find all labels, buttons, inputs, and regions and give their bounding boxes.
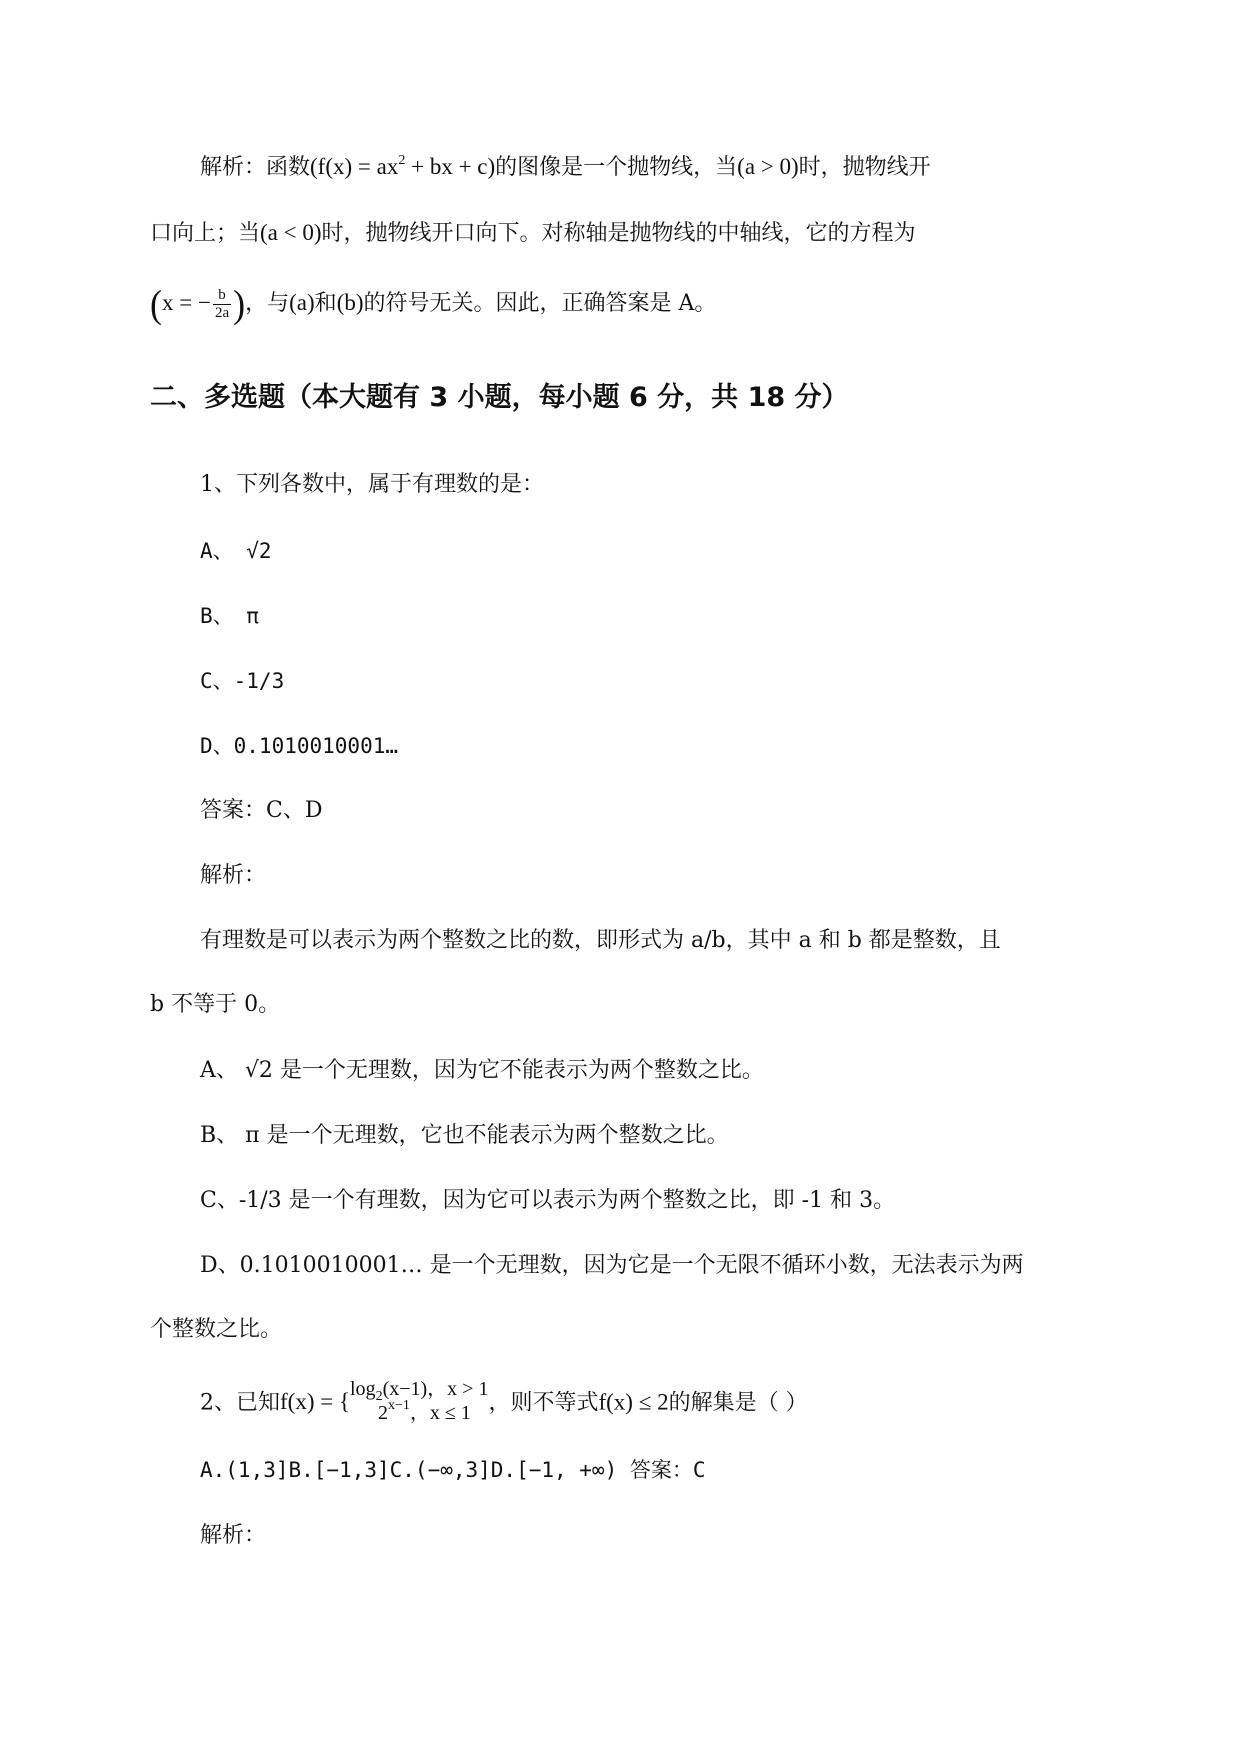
question-1-explanation-a: A、 √2 是一个无理数，因为它不能表示为两个整数之比。 bbox=[200, 1058, 764, 1083]
question-1-option-d: D、0.1010010001… bbox=[200, 734, 399, 758]
analysis-line-1: 解析：函数($f(x) = ax^2$ + bx + c)的图像是一个抛物线，当(a > 0)时，抛物线开 bbox=[200, 153, 931, 180]
question-2-analysis-label: 解析： bbox=[200, 1523, 267, 1548]
analysis-label-text: 解析：函数 bbox=[200, 155, 311, 180]
question-1-explanation-b: B、 π 是一个无理数，它也不能表示为两个整数之比。 bbox=[200, 1123, 729, 1148]
question-1-option-a: A、 √2 bbox=[200, 539, 272, 563]
condition-a-positive: (a > 0) bbox=[737, 154, 799, 179]
question-1-explanation-d-line-2: 个整数之比。 bbox=[150, 1317, 283, 1342]
piecewise-function: f(x) = { $\log_2(x-1)$，x > 1 $2^{x-1}$，x ≤ 1 bbox=[280, 1378, 489, 1424]
question-1-analysis-para-line-1: 有理数是可以表示为两个整数之比的数，即形式为 a/b，其中 a 和 b 都是整数，且 bbox=[200, 928, 1001, 953]
condition-a-negative: (a < 0) bbox=[260, 220, 322, 245]
question-1-stem: 1、下列各数中，属于有理数的是： bbox=[200, 472, 544, 497]
analysis-line-3: (x = − $\frac{b}{2a}$ )，与(a)和(b)的符号无关。因此，正确答案是 A。 bbox=[150, 281, 717, 326]
section-heading: 二、多选题（本大题有 3 小题，每小题 6 分，共 18 分） bbox=[150, 382, 849, 413]
question-2-stem: 2、已知f(x) = { $\log_2(x-1)$，x > 1 $2^{x-1}$，x ≤ 1 ，则不等式f(x) ≤ 2的解集是（ ） bbox=[200, 1378, 808, 1424]
question-1-analysis-para-line-2: b 不等于 0。 bbox=[150, 992, 281, 1017]
inequality: f(x) ≤ 2 bbox=[598, 1389, 669, 1415]
analysis-line-2: 口向上；当(a < 0)时，抛物线开口向下。对称轴是抛物线的中轴线，它的方程为 bbox=[150, 220, 916, 246]
question-1-explanation-c: C、-1/3 是一个有理数，因为它可以表示为两个整数之比，即 -1 和 3。 bbox=[200, 1188, 896, 1213]
question-2-options-and-answer: A.(1,3]B.[−1,3]C.(−∞,3]D.[−1, +∞) 答案：C bbox=[200, 1458, 706, 1482]
function-expression: ($f(x) = ax^2$ + bx + c) bbox=[310, 153, 496, 179]
axis-equation: (x = − $\frac{b}{2a}$ ) bbox=[150, 281, 246, 326]
question-1-explanation-d-line-1: D、0.1010010001… 是一个无理数，因为它是一个无限不循环小数，无法表示为两 bbox=[200, 1253, 1024, 1278]
question-1-option-b: B、 π bbox=[200, 604, 259, 628]
question-1-option-c: C、-1/3 bbox=[200, 669, 285, 693]
fraction-b-over-2a: $\frac{b}{2a}$ bbox=[214, 287, 230, 321]
question-1-analysis-label: 解析： bbox=[200, 863, 267, 888]
question-1-answer: 答案：C、D bbox=[200, 798, 323, 823]
